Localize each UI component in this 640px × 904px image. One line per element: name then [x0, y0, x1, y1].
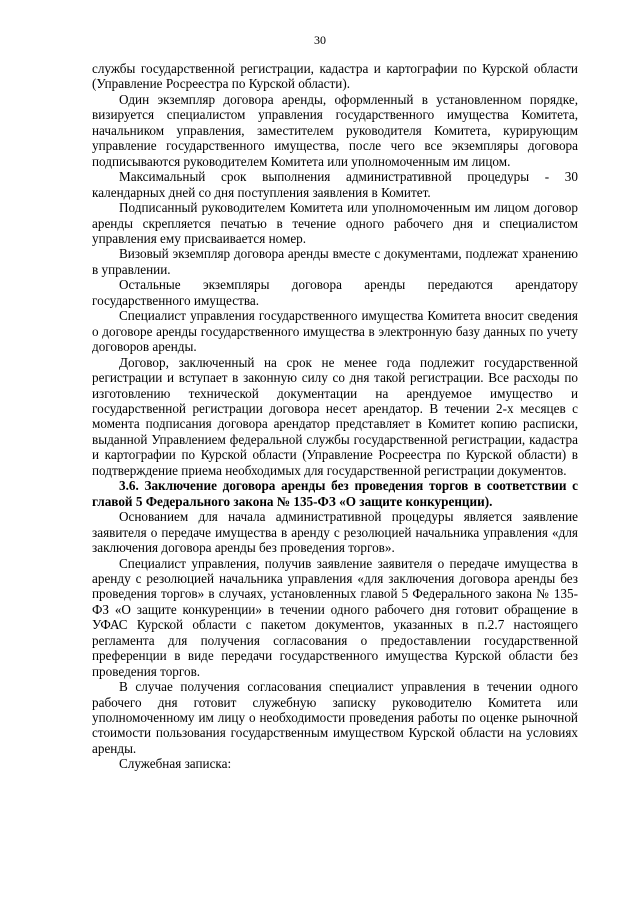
page-number: 30 — [314, 33, 326, 47]
paragraph: Максимальный срок выполнения административной процедуры - 30 календарных дней со дня поступления заявления в Комитет. — [92, 169, 578, 200]
paragraph: Договор, заключенный на срок не менее года подлежит государственной регистрации и вступает в законную силу со дня такой регистрации. Все расходы по изготовлению технической документации на арендуемое имущество и государственной регистрации договора несет арендатор. В течении 2-х месяцев с момента подписания договора арендатор представляет в Комитет копию расписки, выданной Управлением федеральной службы государственной регистрации, кадастра и картографии по Курской области (Управление Росреестра по Курской области) в подтверждение приема необходимых для государственной регистрации документов. — [92, 354, 578, 478]
paragraph: службы государственной регистрации, кадастра и картографии по Курской области (Управление Росреестра по Курской области). — [92, 61, 578, 92]
section-heading: 3.6. Заключение договора аренды без проведения торгов в соответствии с главой 5 Федерального закона № 135-ФЗ «О защите конкуренции). — [92, 478, 578, 509]
document-body — [92, 61, 578, 772]
paragraph: В случае получения согласования специалист управления в течении одного рабочего дня готовит служебную записку руководителю Комитета или уполномоченному им лицу о необходимости проведения работы по оценке рыночной стоимости пользования государственным имуществом Курской области на условиях аренды. — [92, 679, 578, 756]
paragraph: Специалист управления государственного имущества Комитета вносит сведения о договоре аренды государственного имущества в электронную базу данных по учету договоров аренды. — [92, 308, 578, 355]
paragraph: Подписанный руководителем Комитета или уполномоченным им лицом договор аренды скрепляется печатью в течение одного рабочего дня и специалистом управления ему присваивается номер. — [92, 200, 578, 246]
paragraph: Специалист управления, получив заявление заявителя о передаче имущества в аренду с резолюцией начальника управления «для заключения договора аренды без проведения торгов» в случаях, установленных главой 5 Федерального закона № 135-ФЗ «О защите конкуренции» в течении одного рабочего дня готовит обращение в УФАС Курской области с пакетом документов, указанных в п.2.7 настоящего регламента для получения согласования о предоставлении государственной преференции в виде передачи государственного имущества Курской области без проведения торгов. — [92, 555, 578, 679]
paragraph: Основанием для начала административной процедуры является заявление заявителя о передаче имущества в аренду с резолюцией начальника управления «для заключения договора аренды без проведения торгов». — [92, 509, 578, 556]
paragraph: Служебная записка: — [119, 756, 232, 772]
paragraph: Остальные экземпляры договора аренды передаются арендатору государственного имущества. — [92, 277, 578, 308]
paragraph: Визовый экземпляр договора аренды вместе с документами, подлежат хранению в управлении. — [92, 246, 578, 277]
paragraph: Один экземпляр договора аренды, оформленный в установленном порядке, визируется специалистом управления государственного имущества Комитета, начальником управления, заместителем руководителя Комитета, курирующим управление государственного имущества, после чего все экземпляры договора подписываются руководителем Комитета или уполномоченным им лицом. — [92, 91, 578, 169]
